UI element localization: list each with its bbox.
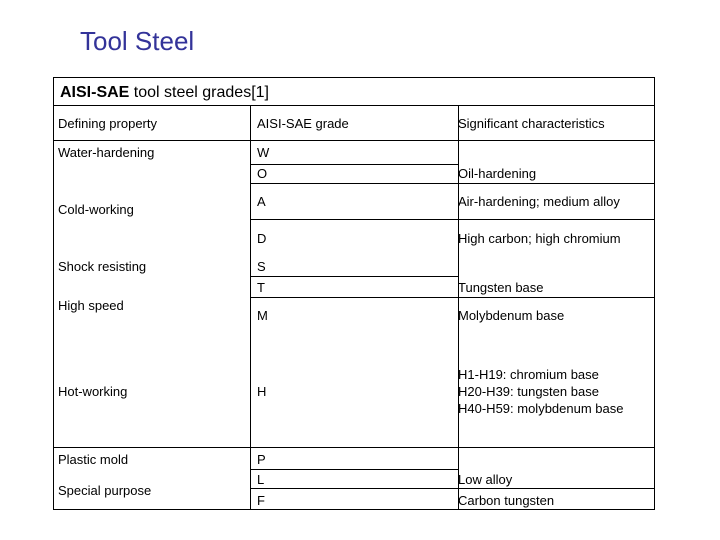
grades-table <box>53 77 655 510</box>
property-hot-working: Hot-working <box>58 384 128 399</box>
grade-m: M <box>257 308 268 323</box>
property-shock-resisting: Shock resisting <box>58 259 147 274</box>
header-characteristics: Significant characteristics <box>458 116 605 131</box>
grade-l: L <box>257 472 265 487</box>
characteristic-o: Oil-hardening <box>458 166 537 181</box>
rule-below-header <box>54 140 654 141</box>
property-special-purpose: Special purpose <box>58 483 152 498</box>
rule-col-1 <box>250 105 251 509</box>
rule-grade-p <box>250 469 458 470</box>
characteristic-a: Air-hardening; medium alloy <box>458 194 620 209</box>
table-caption <box>60 83 269 103</box>
characteristic-d: High carbon; high chromium <box>458 231 621 246</box>
header-property: Defining property <box>58 116 157 131</box>
rule-below-oil <box>250 183 654 184</box>
rule-below-tungsten <box>250 297 654 298</box>
property-plastic-mold: Plastic mold <box>58 452 129 467</box>
grade-h: H <box>257 384 267 399</box>
caption-bold: AISI-SAE <box>60 84 130 101</box>
characteristic-t: Tungsten base <box>458 280 544 295</box>
characteristic-f: Carbon tungsten <box>458 493 555 508</box>
grade-w: W <box>257 145 270 160</box>
rule-grade-w <box>250 164 458 165</box>
rule-below-air <box>250 219 654 220</box>
grade-a: A <box>257 194 266 209</box>
property-high-speed: High speed <box>58 298 124 313</box>
grade-d: D <box>257 231 267 246</box>
header-grade: AISI-SAE grade <box>257 116 349 131</box>
characteristic-h: H1-H19: chromium base H20-H39: tungsten base H40-H59: molybdenum base <box>458 367 624 416</box>
rule-below-hot-working-label <box>54 447 250 448</box>
rule-below-low-alloy <box>250 488 654 489</box>
grade-s: S <box>257 259 266 274</box>
grade-o: O <box>257 166 268 181</box>
caption-rest: tool steel grades[1] <box>129 84 269 101</box>
property-cold-working: Cold-working <box>58 202 134 217</box>
characteristic-m: Molybdenum base <box>458 308 565 323</box>
page-title: Tool Steel <box>80 26 195 56</box>
grade-p: P <box>257 452 266 467</box>
rule-grade-s <box>250 276 458 277</box>
grade-f: F <box>257 493 265 508</box>
rule-below-h-grade <box>250 447 654 448</box>
rule-below-caption <box>54 105 654 106</box>
characteristic-l: Low alloy <box>458 472 513 487</box>
grade-t: T <box>257 280 265 295</box>
property-water-hardening: Water-hardening <box>58 145 155 160</box>
